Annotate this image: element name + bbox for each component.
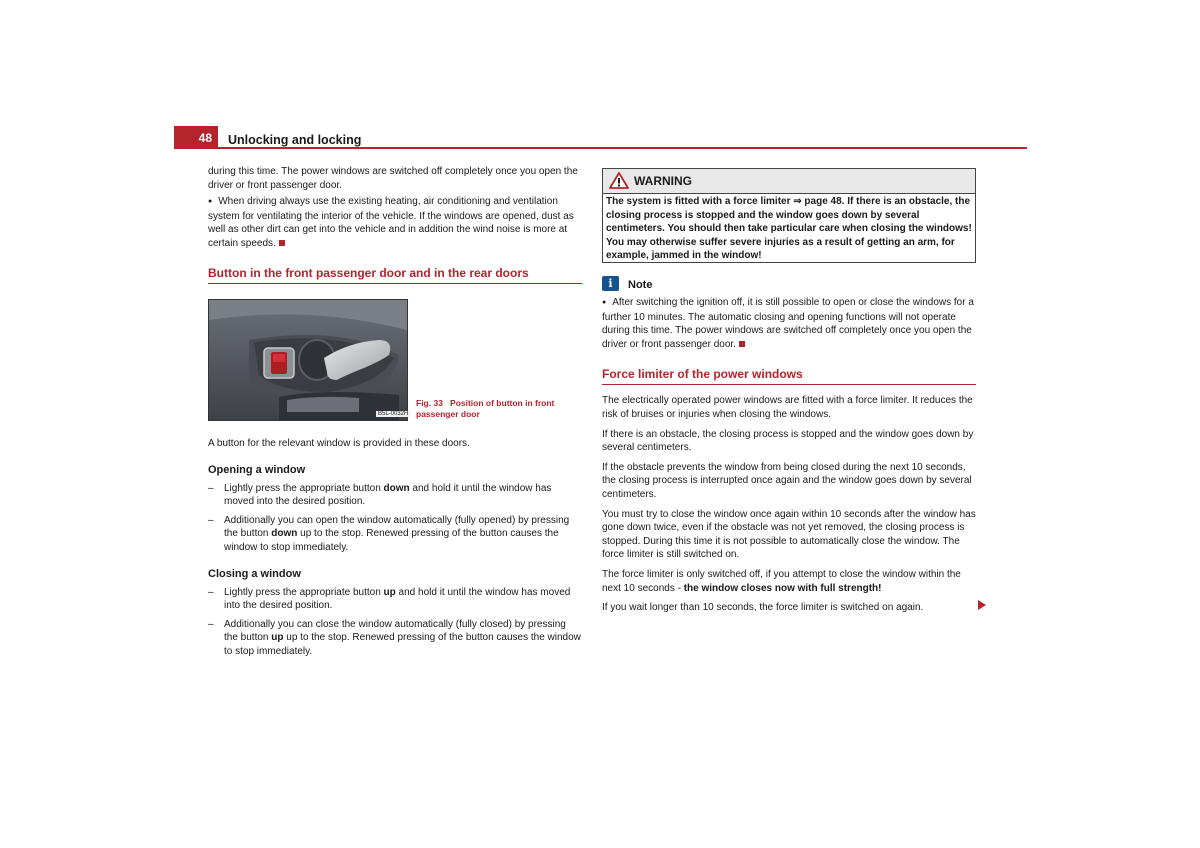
warning-text: The system is fitted with a force limiter ⇒ page 48. If there is an obstacle, the closing process is stopped and the window goes down by several centimeters. You should then take particular care when closing the windows! You may otherwise suffer severe injuries as a result of getting an arm, for example, jammed in the window! — [606, 196, 972, 261]
door-handle-illustration — [209, 300, 407, 420]
note-text: After switching the ignition off, it is still possible to open or close the windows for a further 10 minutes. The automatic closing and opening functions will not operate during this time. The power windows are switched off completely once you open the driver or front passenger door. — [602, 297, 974, 350]
ventilation-bullet — [208, 195, 582, 250]
left-column-bottom — [208, 437, 582, 664]
note-title: Note — [628, 279, 653, 291]
chapter-title: Unlocking and locking — [228, 133, 362, 147]
end-mark-icon — [739, 341, 745, 347]
section-title-button: Button in the front passenger door and in the rear doors — [208, 266, 582, 284]
page-number: 48 — [198, 131, 212, 145]
doors-paragraph: A button for the relevant window is provided in these doors. — [208, 438, 470, 449]
note-bullet — [602, 296, 976, 351]
closing-step-1: – Lightly press the appropriate button up and hold it until the window has moved into the desired position. — [208, 586, 571, 612]
opening-step-1: – Lightly press the appropriate button down and hold it until the window has moved into the desired position. — [208, 482, 552, 508]
figure-caption-text: Position of button in front passenger door — [416, 398, 555, 419]
right-column — [602, 296, 976, 618]
force-paragraph-5: The force limiter is only switched off, if you attempt to close the window within the next 10 seconds - the window closes now with full strength! — [602, 568, 961, 594]
header-rule — [174, 147, 1027, 149]
section-title-force-limiter: Force limiter of the power windows — [602, 367, 976, 385]
figure-caption-label: Fig. 33 — [416, 398, 443, 408]
force-paragraph-1: The electrically operated power windows are fitted with a force limiter. It reduces the risk of bruises or injuries when closing the windows. — [602, 395, 973, 420]
force-paragraph-2: If there is an obstacle, the closing process is stopped and the window goes down by several centimeters. — [602, 428, 974, 454]
left-column-top — [208, 165, 582, 254]
warning-header — [603, 169, 975, 194]
opening-step-2: – Additionally you can open the window automatically (fully opened) by pressing the button down up to the stop. Renewed pressing of the button causes the window to stop immediately. — [208, 514, 570, 553]
ventilation-bullet-text: When driving always use the existing heating, air conditioning and ventilation system for ventilating the interior of the vehicle. If the windows are opened, dust as well as other dirt can get into the vehicle and in addition the wind noise is more at certain speeds. — [208, 196, 574, 249]
figure-code: B5L-0032H — [378, 411, 409, 417]
closing-title: Closing a window — [208, 567, 301, 580]
intro-paragraph: during this time. The power windows are switched off completely once you open the driver or front passenger door. — [208, 166, 578, 191]
force-paragraph-4: You must try to close the window once again within 10 seconds after the window has gone down twice, even if the obstacle was not yet removed, the closing process is stopped. During this time it is not possible to automatically close the window. The force limiter is still switched on. — [602, 508, 976, 561]
warning-box — [602, 168, 976, 263]
page-number-badge — [174, 126, 218, 148]
warning-triangle-icon — [609, 172, 629, 189]
left-section — [208, 266, 582, 284]
opening-title: Opening a window — [208, 463, 306, 476]
continue-arrow-icon — [978, 600, 986, 610]
force-paragraph-3: If the obstacle prevents the window from being closed during the next 10 seconds, the closing process is interrupted once again and the window goes down by several centimeters. — [602, 461, 972, 500]
figure-caption — [416, 398, 576, 420]
force-paragraph-6: If you wait longer than 10 seconds, the force limiter is switched on again. — [602, 602, 924, 614]
closing-step-2: – Additionally you can close the window automatically (fully closed) by pressing the button up up to the stop. Renewed pressing of the button causes the window to stop immediately. — [208, 618, 581, 657]
info-icon: i — [602, 276, 619, 291]
end-mark-icon — [279, 240, 285, 246]
door-button-figure — [208, 299, 408, 421]
warning-title: WARNING — [634, 174, 692, 188]
